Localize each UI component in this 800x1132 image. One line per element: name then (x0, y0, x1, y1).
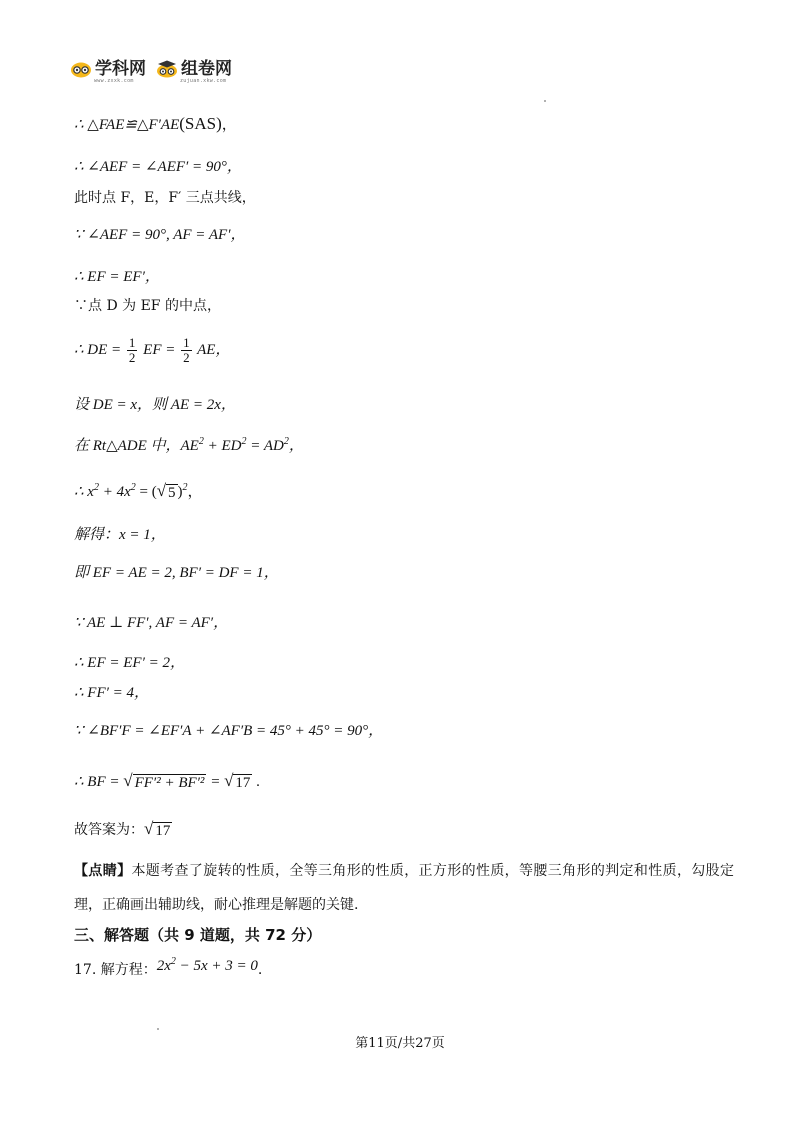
fraction-half: $\frac{1}{2}$ (128, 335, 136, 366)
sqrt-17: √ 17 (224, 771, 251, 791)
step-angle-aef: ∴ ∠AEF = ∠AEF′ = 90°， (74, 159, 242, 175)
fraction-half: $\frac{1}{2}$ (183, 335, 190, 366)
step-bf-result: ∴ BF = √ FF′² + BF′² = √ 17 . (74, 771, 260, 791)
logo2-subtext: zujuan.xkw.com (180, 78, 227, 84)
step-ef-2: ∴ EF = EF′ = 2， (74, 655, 185, 671)
logo2-text: 组卷网 (181, 58, 232, 79)
step-congruence: ∴ △FAE≌△F′AE(SAS)， (74, 114, 237, 133)
comment-paragraph (74, 854, 734, 922)
owl-icon (70, 60, 92, 78)
step-collinear: 此时点 F，E，F′ 三点共线， (74, 190, 256, 206)
question-equation: $2x^2 - 5x + 3 = 0$ (156, 956, 258, 974)
step-let-de: 设 DE = x，则 AE = 2x， (74, 397, 236, 413)
sqrt-5: √ 5 (156, 481, 176, 501)
stray-dot (157, 1028, 159, 1030)
graduation-owl-icon (156, 60, 178, 78)
sqrt-expression: √ FF′² + BF′² (123, 771, 205, 791)
sqrt-17: √ 17 (144, 819, 171, 839)
step-midpoint: ∵点 D 为 EF 的中点， (74, 298, 221, 314)
xuekewang-logo (70, 60, 146, 84)
stray-dot (544, 100, 546, 102)
question-17: 17. 解方程：$2x^2 - 5x + 3 = 0$. (74, 956, 263, 978)
logo1-subtext: www.zxxk.com (94, 78, 134, 84)
step-de-half: ∴ DE = $\frac{1}{2}$ EF = $\frac{1}{2}$ AE， (74, 335, 231, 366)
step-equation-x: ∴ $x^2 + 4x^2$ = ( √ 5 )$^2$， (74, 481, 203, 501)
step-solve-x: 解得：x = 1， (74, 527, 166, 543)
step-angle-sum: ∵ ∠BF′F = ∠EF′A + ∠AF′B = 45° + 45° = 90°， (74, 723, 384, 739)
comment-text: 本题考查了旋转的性质，全等三角形的性质，正方形的性质，等腰三角形的判定和性质，勾股定理，正确画出辅助线，耐心推理是解题的关键. (74, 863, 735, 913)
comment-tag: 【点睛】 (74, 863, 132, 879)
header-logos (70, 60, 232, 84)
step-ef-eq: ∴ EF = EF′， (74, 269, 160, 285)
step-ff-4: ∴ FF′ = 4， (74, 685, 150, 701)
final-answer: 故答案为： √ 17 (74, 819, 171, 839)
page-footer: 第11页/共27页 (355, 1036, 445, 1051)
step-lengths: 即 EF = AE = 2, BF′ = DF = 1， (74, 565, 279, 581)
step-angle-aef-90: ∵ ∠AEF = 90°, AF = AF′， (74, 227, 246, 243)
step-perpendicular: ∵ AE ⊥ FF′, AF = AF′， (74, 615, 229, 631)
section-title: 三、解答题（共 9 道题，共 72 分） (74, 926, 322, 944)
logo1-text: 学科网 (95, 58, 146, 79)
step-pythagoras: 在 Rt△ADE 中，$AE^2 + ED^2 = AD^2$， (74, 436, 304, 454)
zujuanwang-logo (156, 60, 232, 84)
question-label: 17. 解方程： (74, 962, 157, 978)
